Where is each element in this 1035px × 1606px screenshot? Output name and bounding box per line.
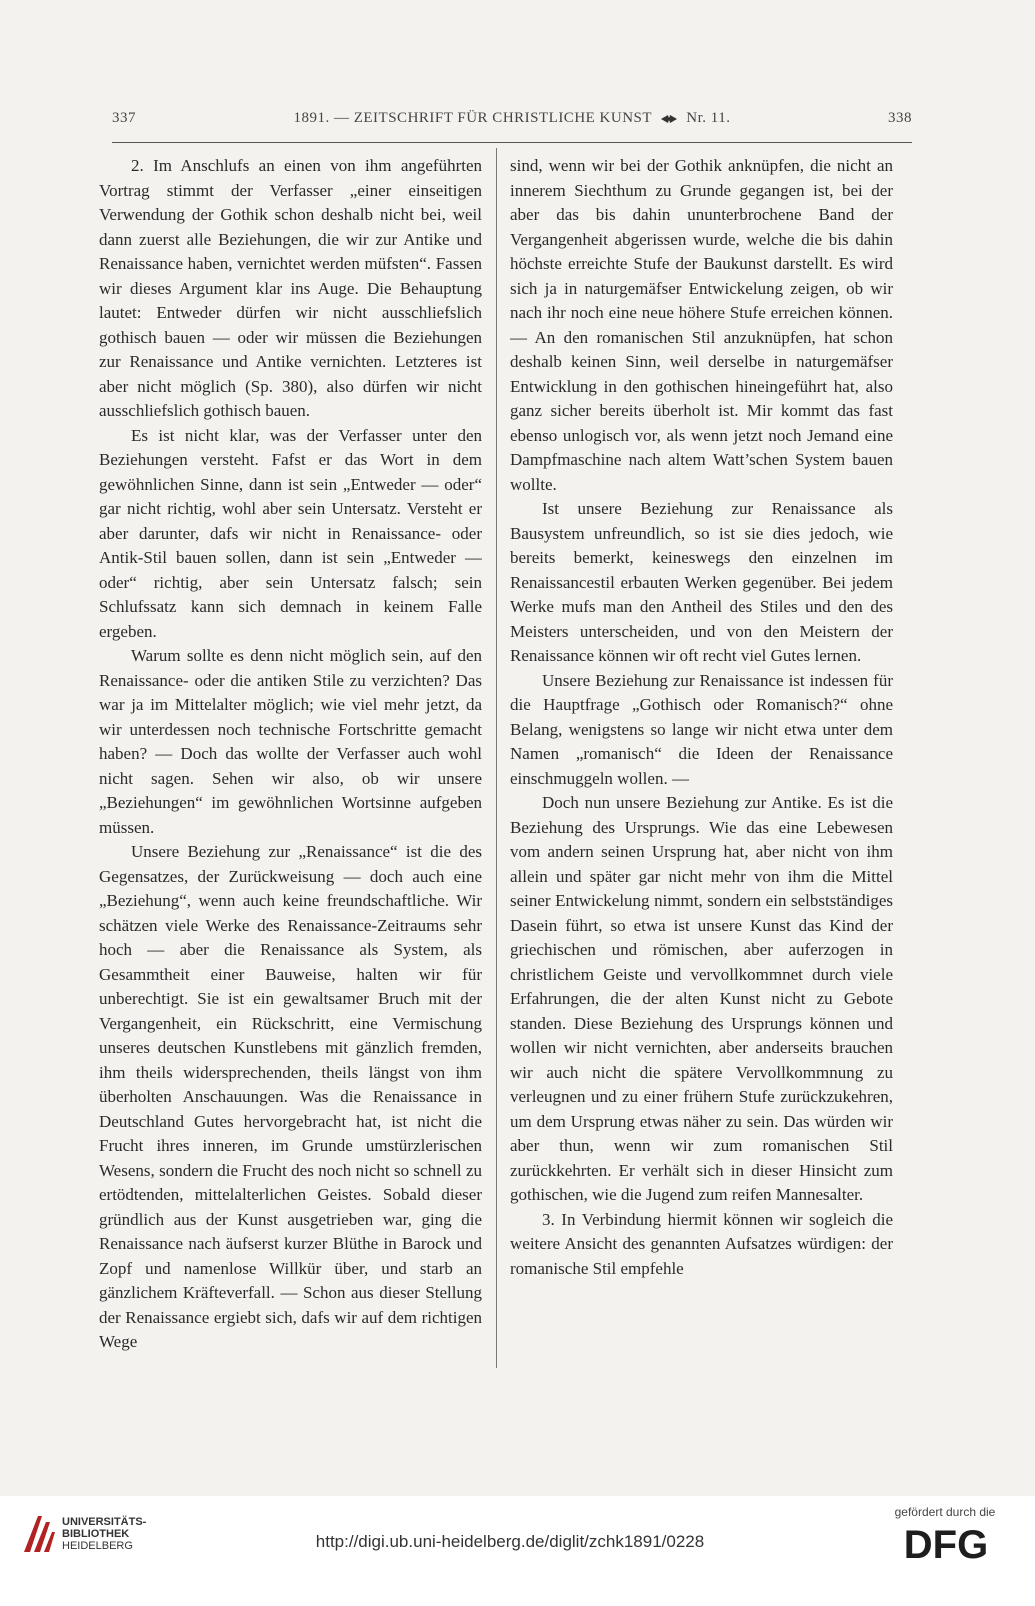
paragraph: Warum sollte es denn nicht möglich sein, auf den Renaissance- oder die antiken Stile zu verzichten? Das war ja im Mittelalter möglich; wie viel mehr jetzt, da wir unterdessen noch technische Fortschritte gemacht haben? — Doch das wollte der Verfasser auch wohl nicht sagen. Sehen wir also, ob wir unsere „Beziehungen“ im gewöhnlichen Wortsinne aufgeben müssen. [99,646,482,837]
library-name-line: UNIVERSITÄTS- [62,1516,147,1528]
left-column [99,154,482,1369]
paragraph: sind, wenn wir bei der Gothik anknüpfen, die nicht an innerem Siechthum zu Grunde gegangen ist, bei der aber das bis dahin ununterbrochene Band der Vergangenheit abgerissen wurde, welche die bis dahin höchste erreichte Stufe der Baukunst darstellt. Es wird sich ja in naturgemäfser Entwickelung zeigen, ob wir nach ihr noch eine neue höhere Stufe erreichen können. — An den romanischen Stil anzuknüpfen, hat schon deshalb keinen Sinn, weil derselbe in naturgemäfser Entwicklung in den gothischen hineingeführt hat, also ganz sicher bereits überholt ist. Mir kommt das fast ebenso unlogisch vor, als wenn jetzt noch Jemand eine Dampfmaschine nach altem Watt’schen System bauen wollte. [510,156,893,494]
library-name-line: HEIDELBERG [62,1540,133,1552]
paragraph: Unsere Beziehung zur „Renaissance“ ist die des Gegensatzes, der Zurückweisung — doch auch eine „Beziehung“, wenn auch keine freundschaftliche. Wir schätzen viele Werke des Renaissance-Zeitraums sehr hoch — aber die Renaissance als System, als Gesammtheit einer Bauweise, halten wir für unberechtigt. Sie ist ein gewaltsamer Bruch mit der Vergangenheit, ein Rückschritt, eine Vermischung unseres deutschen Kunstlebens mit gänzlich fremden, ihm theils widersprechenden, theils längst von ihm überholten Anschauungen. Was die Renaissance in Deutschland Gutes hervorgebracht hat, ist nicht die Frucht ihres inneren, im Grunde umstürzlerischen Wesens, sondern die Frucht des noch nicht so schnell zu ertödtenden, mittelalterlichen Geistes. Sobald dieser gründlich aus der Kunst ausgetrieben war, ging die Renaissance nach äufserst kurzer Blüthe in Barock und Zopf und namenlose Willkür über, und starb an gänzlichem Kräfteverfall. — Schon aus dieser Stellung der Renaissance ergiebt sich, dafs wir auf dem richtigen Wege [99,842,482,1351]
permalink-url[interactable]: http://digi.ub.uni-heidelberg.de/diglit/zchk1891/0228 [315,1532,705,1551]
dfg-logo-icon [898,1522,994,1564]
dfg-logo-text: DFG [903,1523,989,1564]
issue-number: Nr. 11. [686,110,731,126]
column-divider [496,148,497,1368]
right-column [510,154,893,1369]
paragraph: Doch nun unsere Beziehung zur Antike. Es ist die Beziehung des Ursprungs. Wie das eine Lebewesen vom andern seinen Ursprung hat, aber nicht von ihm allein und später gar nicht mehr von ihm die Mittel seiner Entwickelung nimmt, sondern ein selbstständiges Dasein führt, so etwa ist unsere Kunst das Kind der griechischen und römischen, aber auferzogen in christlichem Geiste und vervollkommnet durch viele Erfahrungen, die der alten Kunst nicht zu Gebote standen. Diese Beziehung des Ursprungs können und wollen wir nicht vernichten, aber anderseits brauchen wir auch nicht die spätere Vervollkommnung zu verleugnen und zu einer frühern Stufe zurückzukehren, um dem Ursprung etwas näher zu sein. Das würden wir aber thun, wenn wir zum romanischen Stil zurückkehrten. Er verhält sich in dieser Hinsicht zum gothischen, wie die Jugend zum reifen Mannesalter. [510,793,893,1204]
paragraph: Unsere Beziehung zur Renaissance ist indessen für die Hauptfrage „Gothisch oder Romanisch?“ ohne Belang, wenigstens so lange wir nicht etwa unter dem Namen „romanisch“ die Ideen der Renaissance einschmuggeln wollen. — [510,670,893,788]
library-name [62,1516,146,1552]
journal-title: 1891. — ZEITSCHRIFT FÜR CHRISTLICHE KUNST [293,110,652,126]
funding-note: gefördert durch die [894,1505,996,1519]
header-rule [112,142,912,143]
page-header [112,110,912,132]
paragraph: Ist unsere Beziehung zur Renaissance als Bausystem unfreundlich, so ist sie dies jedoch, wie bereits bemerkt, keineswegs den einzelnen im Renaissancestil erbauten Werken gegenüber. Bei jedem Werke mufs man den Antheil des Stiles und den des Meisters unterscheiden, und von den Meistern der Renaissance können wir oft recht viel Gutes lernen. [510,499,893,665]
paragraph: 2. Im Anschlufs an einen von ihm angeführten Vortrag stimmt der Verfasser „einer einseitigen Verwendung der Gothik schon deshalb nicht bei, weil dann zuerst alle Beziehungen, die wir zur Antike und Renaissance haben, vernichtet werden müfsten“. Fassen wir dieses Argument klar ins Auge. Die Behauptung lautet: Entweder dürfen wir nicht ausschliefslich gothisch bauen — oder wir müssen die Beziehungen zur Renaissance und Antike vernichten. Letzteres ist aber nicht möglich (Sp. 380), also dürfen wir nicht ausschliefslich gothisch bauen. [99,156,482,420]
running-title [112,110,912,127]
ornament-icon [660,113,678,125]
page-number-right: 338 [888,110,912,126]
page-number-left: 337 [112,110,136,126]
paragraph: Es ist nicht klar, was der Verfasser unter den Beziehungen versteht. Fafst er das Wort in dem gewöhnlichen Sinne, dann ist sein „Entweder — oder“ gar nicht richtig, wohl aber sein Untersatz. Versteht er aber darunter, dafs wir nicht in Renaissance- oder Antik-Stil bauen sollen, dann ist sein „Entweder — oder“ richtig, aber sein Untersatz falsch; sein Schlufssatz kann sich demnach in keinem Falle ergeben. [99,425,482,641]
university-library-logo-icon [20,1512,56,1556]
library-name-line: BIBLIOTHEK [62,1528,130,1540]
paragraph: 3. In Verbindung hiermit können wir sogleich die weitere Ansicht des genannten Aufsatzes würdigen: der romanische Stil empfehle [510,1209,893,1278]
